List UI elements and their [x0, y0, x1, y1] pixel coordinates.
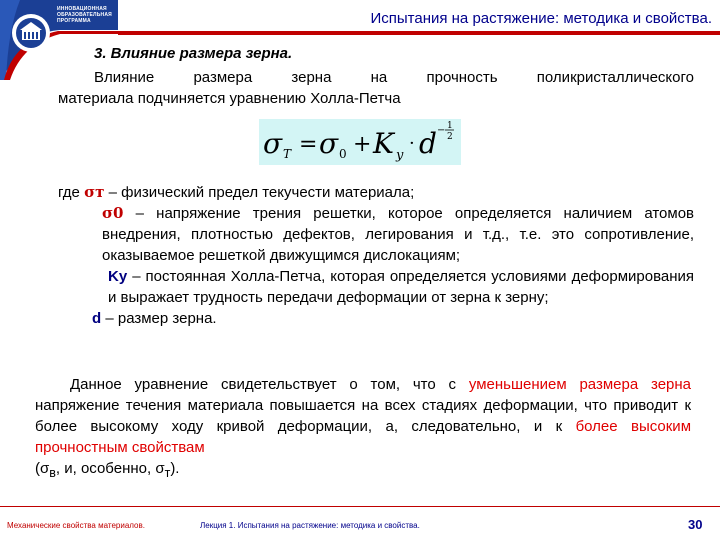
formula-sub-t: T: [283, 147, 292, 161]
formula-sub-y: y: [396, 148, 404, 163]
conclusion-part-1: Данное уравнение свидетельствует о том, что с: [70, 376, 457, 393]
university-emblem-icon: [10, 12, 52, 54]
hall-petch-formula: [259, 119, 461, 165]
sigma-t-sub: т: [164, 466, 171, 480]
intro-word: прочность: [426, 69, 498, 86]
definitions-block: [58, 182, 694, 329]
sigma-t-mid: , и, особенно, σ: [55, 460, 165, 477]
footer-course-title: Механические свойства материалов.: [7, 521, 145, 530]
logo-text: [57, 6, 113, 24]
closing-paren: ).: [170, 460, 180, 477]
sigma-0-text: – напряжение трения решетки, которое определяется наличием атомов внедрения, плотностью дефектов, легирования и т.д., т.е. это сопротивление, оказываемое решеткой движущимся дислокациям;: [102, 205, 694, 264]
conclusion-part-3: [35, 460, 180, 480]
sigma-t-symbol: σт: [84, 183, 105, 201]
logo-line: ОБРАЗОВАТЕЛЬНАЯ: [57, 12, 112, 18]
formula-equals: =: [299, 132, 318, 157]
intro-word: размера: [193, 69, 253, 86]
intro-word: поликристаллического: [536, 69, 694, 86]
sigma-b-sub: в: [49, 466, 56, 480]
formula-plus: +: [353, 132, 372, 157]
conclusion-highlight-strength: более высоким прочностным свойствам: [35, 418, 692, 456]
footer-rule: [0, 506, 720, 507]
intro-word: на: [370, 69, 388, 86]
slide-header-title: Испытания на растяжение: методика и свойства.: [370, 10, 712, 27]
logo-line: ПРОГРАММА: [57, 18, 91, 24]
ky-text: – постоянная Холла-Петча, которая определяется условиями деформирования и выражает трудность передачи деформации от зерна к зерну;: [108, 268, 694, 306]
intro-line-2: материала подчиняется уравнению Холла-Петча: [58, 90, 401, 107]
formula-exp-minus: −: [437, 125, 446, 136]
definition-sigma-t: [58, 182, 694, 203]
intro-line-1: [58, 67, 694, 88]
sigma-t-text: – физический предел текучести материала;: [108, 184, 415, 201]
ky-symbol: Ky: [108, 268, 128, 285]
formula-k: K: [373, 127, 394, 160]
section-title: 3. Влияние размера зерна.: [94, 45, 293, 62]
formula-sigma-0: σ: [319, 127, 339, 160]
d-text: – размер зерна.: [105, 310, 217, 327]
footer-lecture-title: Лекция 1. Испытания на растяжение: методика и свойства.: [200, 521, 420, 530]
sigma-b-prefix: (σ: [35, 460, 50, 477]
intro-word: Влияние: [94, 69, 155, 86]
definition-ky: [58, 266, 694, 308]
formula-d: d: [419, 127, 437, 160]
formula-exp-den: 2: [447, 132, 453, 142]
intro-paragraph: [58, 67, 694, 109]
formula-dot: ·: [409, 133, 415, 154]
d-symbol: d: [92, 310, 102, 327]
definition-d: [58, 308, 694, 329]
logo-line: ИННОВАЦИОННАЯ: [57, 6, 107, 12]
definition-sigma-0: [58, 203, 694, 266]
conclusion-highlight-grain-size: уменьшением размера зерна: [468, 376, 691, 393]
where-word: где: [58, 184, 80, 201]
page-number: 30: [688, 517, 703, 532]
header-rule: [118, 31, 720, 35]
formula-exp-num: 1: [447, 121, 453, 131]
formula-sigma: σ: [263, 127, 283, 160]
intro-word: зерна: [291, 69, 332, 86]
conclusion-part-2: напряжение течения материала повышается на всех стадиях деформации, что приводит к более высокому ходу кривой деформации, а, следовательно, и к: [35, 397, 691, 435]
conclusion-paragraph: [35, 374, 691, 484]
formula-sub-0: 0: [339, 147, 347, 161]
sigma-0-symbol: σ0: [102, 204, 124, 222]
